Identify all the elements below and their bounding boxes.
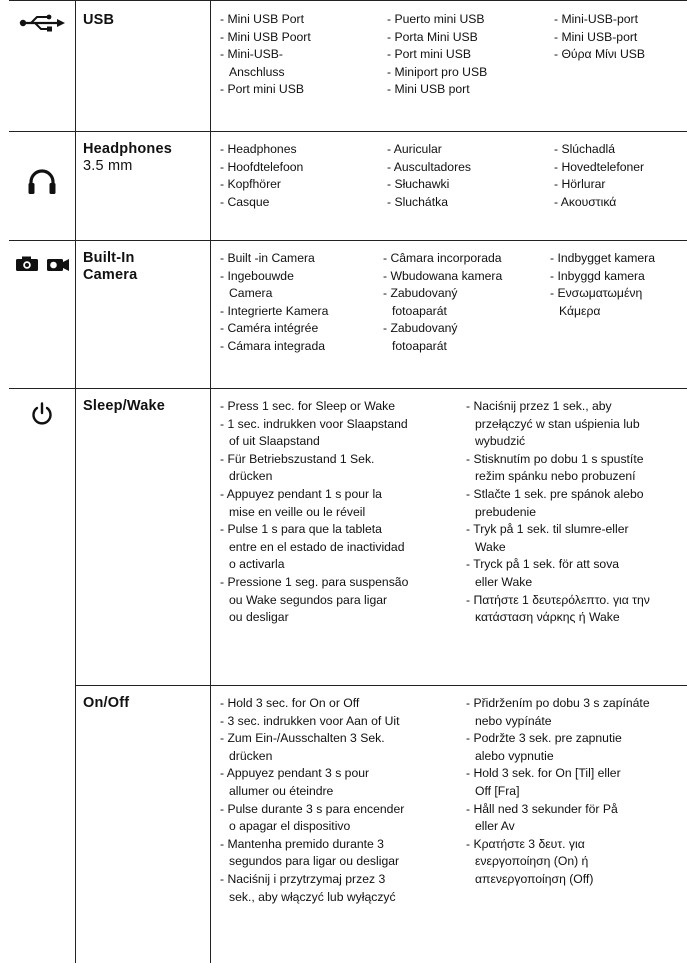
list-item: - Mini USB-port <box>554 29 638 44</box>
list-item: - Hold 3 sek. for On [Til] eller <box>466 766 621 781</box>
headphones-title: Headphones <box>83 141 173 157</box>
camera-label-line-2: Camera <box>83 267 138 283</box>
list-item: - Tryk på 1 sek. til slumre-eller <box>466 522 629 537</box>
list-item: - Zabudovaný <box>383 321 458 336</box>
power-icon <box>9 402 75 426</box>
list-item: - Pulse 1 s para que la tableta <box>220 522 382 537</box>
list-item: κατάσταση νάρκης ή Wake <box>475 610 620 625</box>
video-camera-icon <box>46 256 70 272</box>
list-item: - Puerto mini USB <box>387 12 485 26</box>
list-item: - Mini-USB- <box>220 47 283 62</box>
list-item: ou Wake segundos para ligar <box>229 592 388 607</box>
list-item: - Κρατήστε 3 δευτ. για <box>466 836 585 851</box>
headphones-col-2 <box>387 141 471 211</box>
list-item: - Pulse durante 3 s para encender <box>220 801 405 816</box>
list-item: - Håll ned 3 sekunder för På <box>466 801 618 816</box>
list-item: allumer ou éteindre <box>229 783 334 798</box>
list-item: - Naciśnij i przytrzymaj przez 3 <box>220 871 386 886</box>
list-item: - Press 1 sec. for Sleep or Wake <box>220 399 395 413</box>
list-item: - Podržte 3 sek. pre zapnutie <box>466 731 622 746</box>
list-item: - Mini USB Port <box>220 12 304 26</box>
list-item: - Für Betriebszustand 1 Sek. <box>220 451 375 466</box>
list-item: o apagar el dispositivo <box>229 819 351 834</box>
list-item: - Port mini USB <box>387 47 471 62</box>
headphones-col-3 <box>554 141 644 211</box>
list-item: - Auscultadores <box>387 159 472 174</box>
list-item: alebo vypnutie <box>475 748 554 763</box>
sleep-wake-row <box>9 388 687 685</box>
list-item: - Sluchátka <box>387 194 448 209</box>
list-item: entre en el estado de inactividad <box>229 539 405 554</box>
list-item: - 3 sec. indrukken voor Aan of Uit <box>220 713 400 728</box>
list-item: Camera <box>229 286 273 301</box>
photo-camera-icon <box>15 256 39 272</box>
list-item: - Inbyggd kamera <box>550 268 645 283</box>
list-item: - Ingebouwde <box>220 268 294 283</box>
list-item: - Porta Mini USB <box>387 29 478 44</box>
list-item: fotoaparát <box>392 303 447 318</box>
list-item: - Stlačte 1 sek. pre spánok alebo <box>466 486 644 501</box>
list-item: - Câmara incorporada <box>383 251 502 265</box>
list-item: - Zabudovaný <box>383 286 458 301</box>
list-item: - Θύρα Μίνι USB <box>554 47 646 62</box>
list-item: ενεργοποίηση (On) ή <box>475 854 589 869</box>
list-item: - Hold 3 sec. for On or Off <box>220 696 360 710</box>
list-item: przełączyć w stan uśpienia lub <box>475 416 640 431</box>
list-item: απενεργοποίηση (Off) <box>475 871 594 886</box>
list-item: - Integrierte Kamera <box>220 303 329 318</box>
on-off-label: On/Off <box>83 695 130 711</box>
list-item: drücken <box>229 469 273 484</box>
list-item: - Appuyez pendant 3 s pour <box>220 766 370 781</box>
list-item: - Mantenha premido durante 3 <box>220 836 384 851</box>
list-item: o activarla <box>229 557 285 572</box>
usb-label: USB <box>83 12 115 28</box>
sleep-wake-label: Sleep/Wake <box>83 398 166 414</box>
list-item: - Auricular <box>387 142 442 156</box>
headphones-col-1 <box>220 141 303 211</box>
list-item: - Πατήστε 1 δευτερόλεπτο. για την <box>466 592 650 607</box>
list-item: - Kopfhörer <box>220 177 281 192</box>
list-item: - Slúchadlá <box>554 142 615 156</box>
list-item: - Hörlurar <box>554 177 606 192</box>
list-item: mise en veille ou le réveil <box>229 504 366 519</box>
list-item: režim spánku nebo probuzení <box>475 469 636 484</box>
list-item: - Hoofdtelefoon <box>220 159 304 174</box>
list-item: eller Wake <box>475 574 533 589</box>
list-item: - Ακουστικά <box>554 194 617 209</box>
list-item: nebo vypínáte <box>475 713 552 728</box>
list-item: - Cámara integrada <box>220 338 325 353</box>
camera-row <box>9 240 687 388</box>
list-item: wybudzić <box>475 434 526 449</box>
list-item: - Port mini USB <box>220 82 304 97</box>
list-item: - Appuyez pendant 1 s pour la <box>220 486 382 501</box>
list-item: - Pressione 1 seg. para suspensão <box>220 574 409 589</box>
list-item: - Built -in Camera <box>220 251 315 265</box>
list-item: - Indbygget kamera <box>550 251 656 265</box>
camera-label <box>83 250 203 284</box>
list-item: of uit Slaapstand <box>229 434 320 449</box>
list-item: - Hovedtelefoner <box>554 159 645 174</box>
camera-col-2 <box>383 250 502 356</box>
list-item: - Naciśnij przez 1 sek., aby <box>466 399 612 413</box>
list-item: - 1 sec. indrukken voor Slaapstand <box>220 416 408 431</box>
list-item: - Tryck på 1 sek. för att sova <box>466 557 620 572</box>
list-item: - Miniport pro USB <box>387 64 488 79</box>
list-item: prebudenie <box>475 504 536 519</box>
sleep-col-2 <box>466 398 650 627</box>
usb-icon <box>9 14 75 32</box>
list-item: - Słuchawki <box>387 177 450 192</box>
spec-table <box>9 0 687 963</box>
headphones-size: 3.5 mm <box>83 158 133 174</box>
list-item: Wake <box>475 539 506 554</box>
camera-icons <box>9 256 75 272</box>
camera-label-line-1: Built-In <box>83 250 135 266</box>
list-item: ou desligar <box>229 610 289 625</box>
list-item: sek., aby włączyć lub wyłączyć <box>229 889 396 904</box>
list-item: - Casque <box>220 194 270 209</box>
usb-col-1 <box>220 11 311 99</box>
onoff-col-2 <box>466 695 650 889</box>
on-off-row <box>9 685 687 963</box>
list-item: - Caméra intégrée <box>220 321 319 336</box>
list-item: fotoaparát <box>392 338 447 353</box>
list-item: - Headphones <box>220 142 297 156</box>
list-item: Off [Fra] <box>475 783 520 798</box>
list-item: - Stisknutím po dobu 1 s spustíte <box>466 451 644 466</box>
list-item: - Přidržením po dobu 3 s zapínáte <box>466 696 650 710</box>
usb-row <box>9 0 687 131</box>
list-item: - Zum Ein-/Ausschalten 3 Sek. <box>220 731 385 746</box>
sleep-col-1 <box>220 398 408 627</box>
camera-col-3 <box>550 250 655 320</box>
headphones-label <box>83 141 203 175</box>
usb-col-3 <box>554 11 645 64</box>
usb-col-2 <box>387 11 487 99</box>
list-item: eller Av <box>475 819 515 834</box>
onoff-col-1 <box>220 695 404 906</box>
list-item: drücken <box>229 748 273 763</box>
headphones-row <box>9 131 687 240</box>
camera-col-1 <box>220 250 328 356</box>
list-item: Anschluss <box>229 64 285 79</box>
list-item: Κάμερα <box>559 303 601 318</box>
list-item: - Mini USB Poort <box>220 29 311 44</box>
list-item: segundos para ligar ou desligar <box>229 854 400 869</box>
list-item: - Ενσωματωμένη <box>550 286 643 301</box>
headphones-icon <box>9 167 75 195</box>
list-item: - Wbudowana kamera <box>383 268 503 283</box>
list-item: - Mini USB port <box>387 82 470 97</box>
list-item: - Mini-USB-port <box>554 12 638 26</box>
